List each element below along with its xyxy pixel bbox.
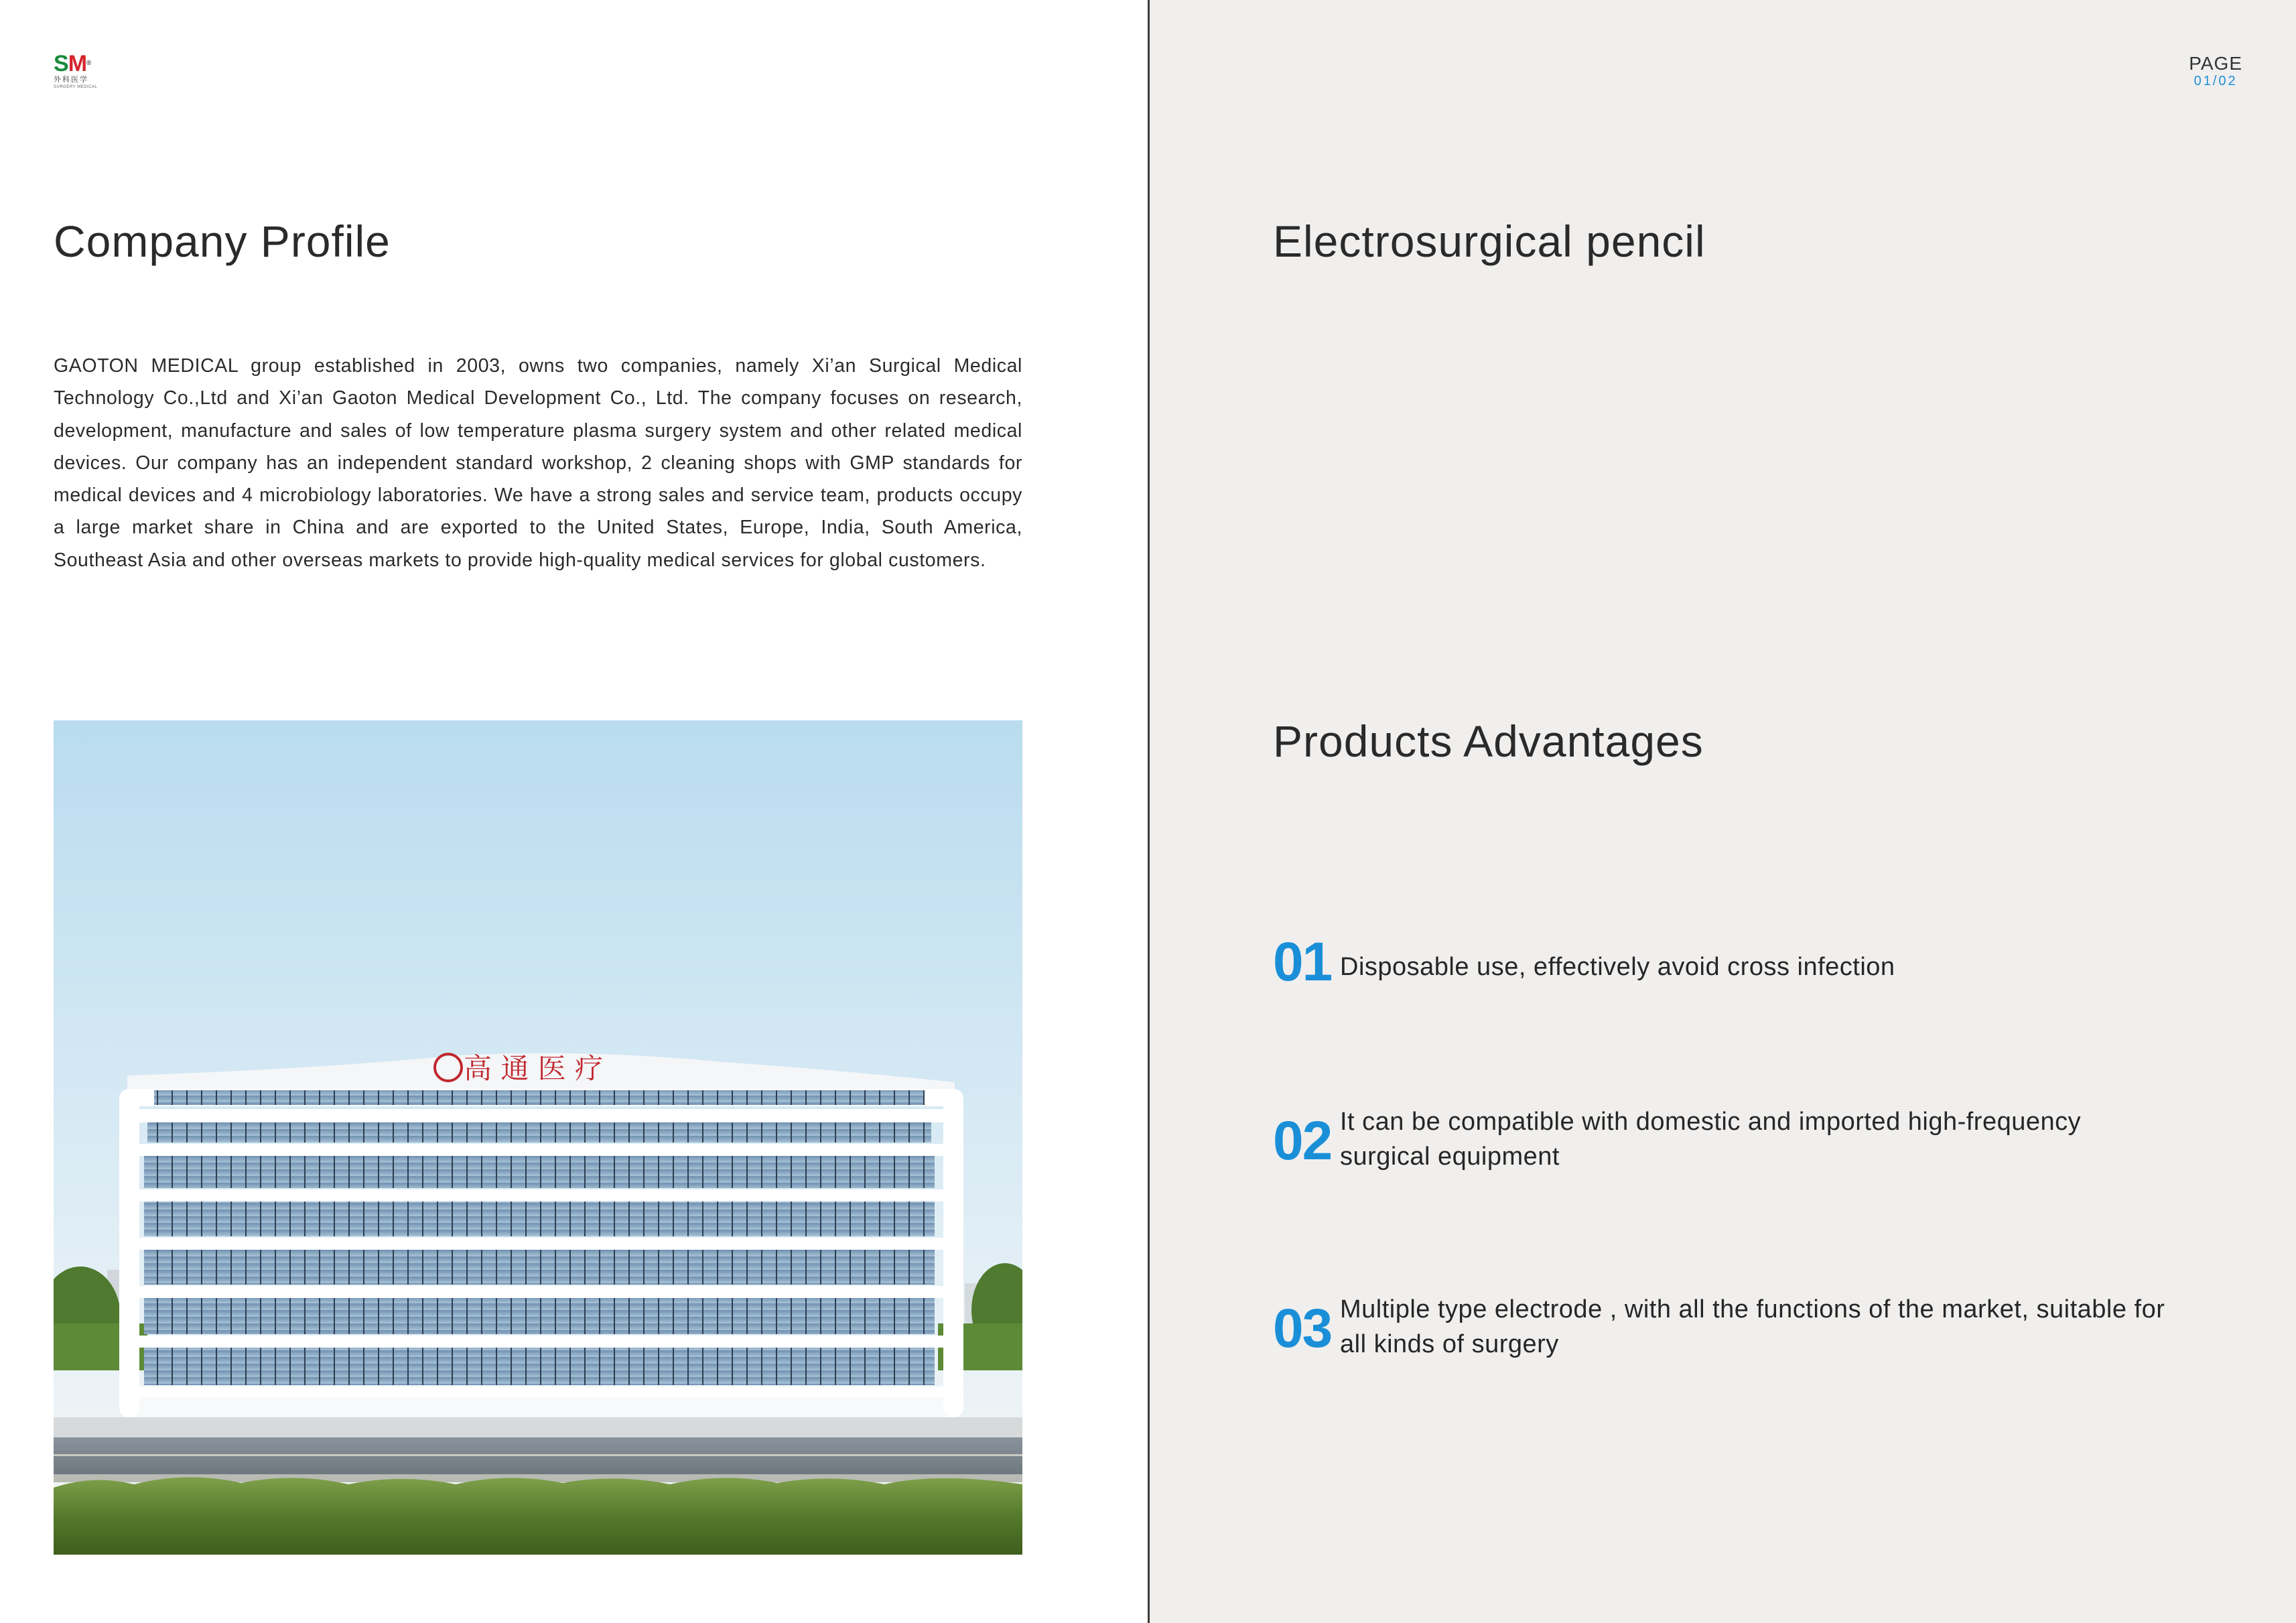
advantage-text: It can be compatible with domestic and imported high-frequency surgical equipment <box>1340 1108 2082 1171</box>
advantage-number: 02 <box>1273 1110 1332 1171</box>
logo-chinese-text: 外科医学 <box>54 76 88 84</box>
building-illustration <box>54 720 1022 1555</box>
advantage-number: 03 <box>1273 1298 1332 1359</box>
advantages-title: Products Advantages <box>1273 716 1704 766</box>
page-indicator <box>2189 54 2242 88</box>
page-label: PAGE <box>2189 53 2242 74</box>
building-photo <box>54 720 1022 1555</box>
page-number: 01/02 <box>2193 74 2238 88</box>
company-profile-title: Company Profile <box>54 216 391 266</box>
building-sign: 高 通 医 疗 <box>464 1052 604 1085</box>
company-profile-text: GAOTON MEDICAL group established in 2003, owns two companies, namely Xi’an Surgical Medical Technology Co.,Ltd and Xi’an Gaoton Medical Development Co., Ltd. The company focuses on research, development, manufacture and sales of low temperature plasma surgery system and other related medical devices. Our company has an independent standard workshop, 2 cleaning shops with GMP standards for medical devices and 4 microbiology laboratories. We have a strong sales and service team, products occupy a large market share in China and are exported to the United States, Europe, India, South America, Southeast Asia and other overseas markets to provide high-quality medical services for global customers. <box>54 355 1022 571</box>
logo-english-text: SURGERY MEDICAL <box>54 85 98 89</box>
product-title: Electrosurgical pencil <box>1273 216 1706 266</box>
advantage-text: Disposable use, effectively avoid cross infection <box>1340 953 1895 981</box>
advantage-number: 01 <box>1273 931 1332 992</box>
advantage-text: Multiple type electrode , with all the functions of the market, suitable for all kinds of surgery <box>1340 1295 2165 1358</box>
company-logo <box>54 52 114 92</box>
logo-mark: SM® <box>54 51 91 76</box>
